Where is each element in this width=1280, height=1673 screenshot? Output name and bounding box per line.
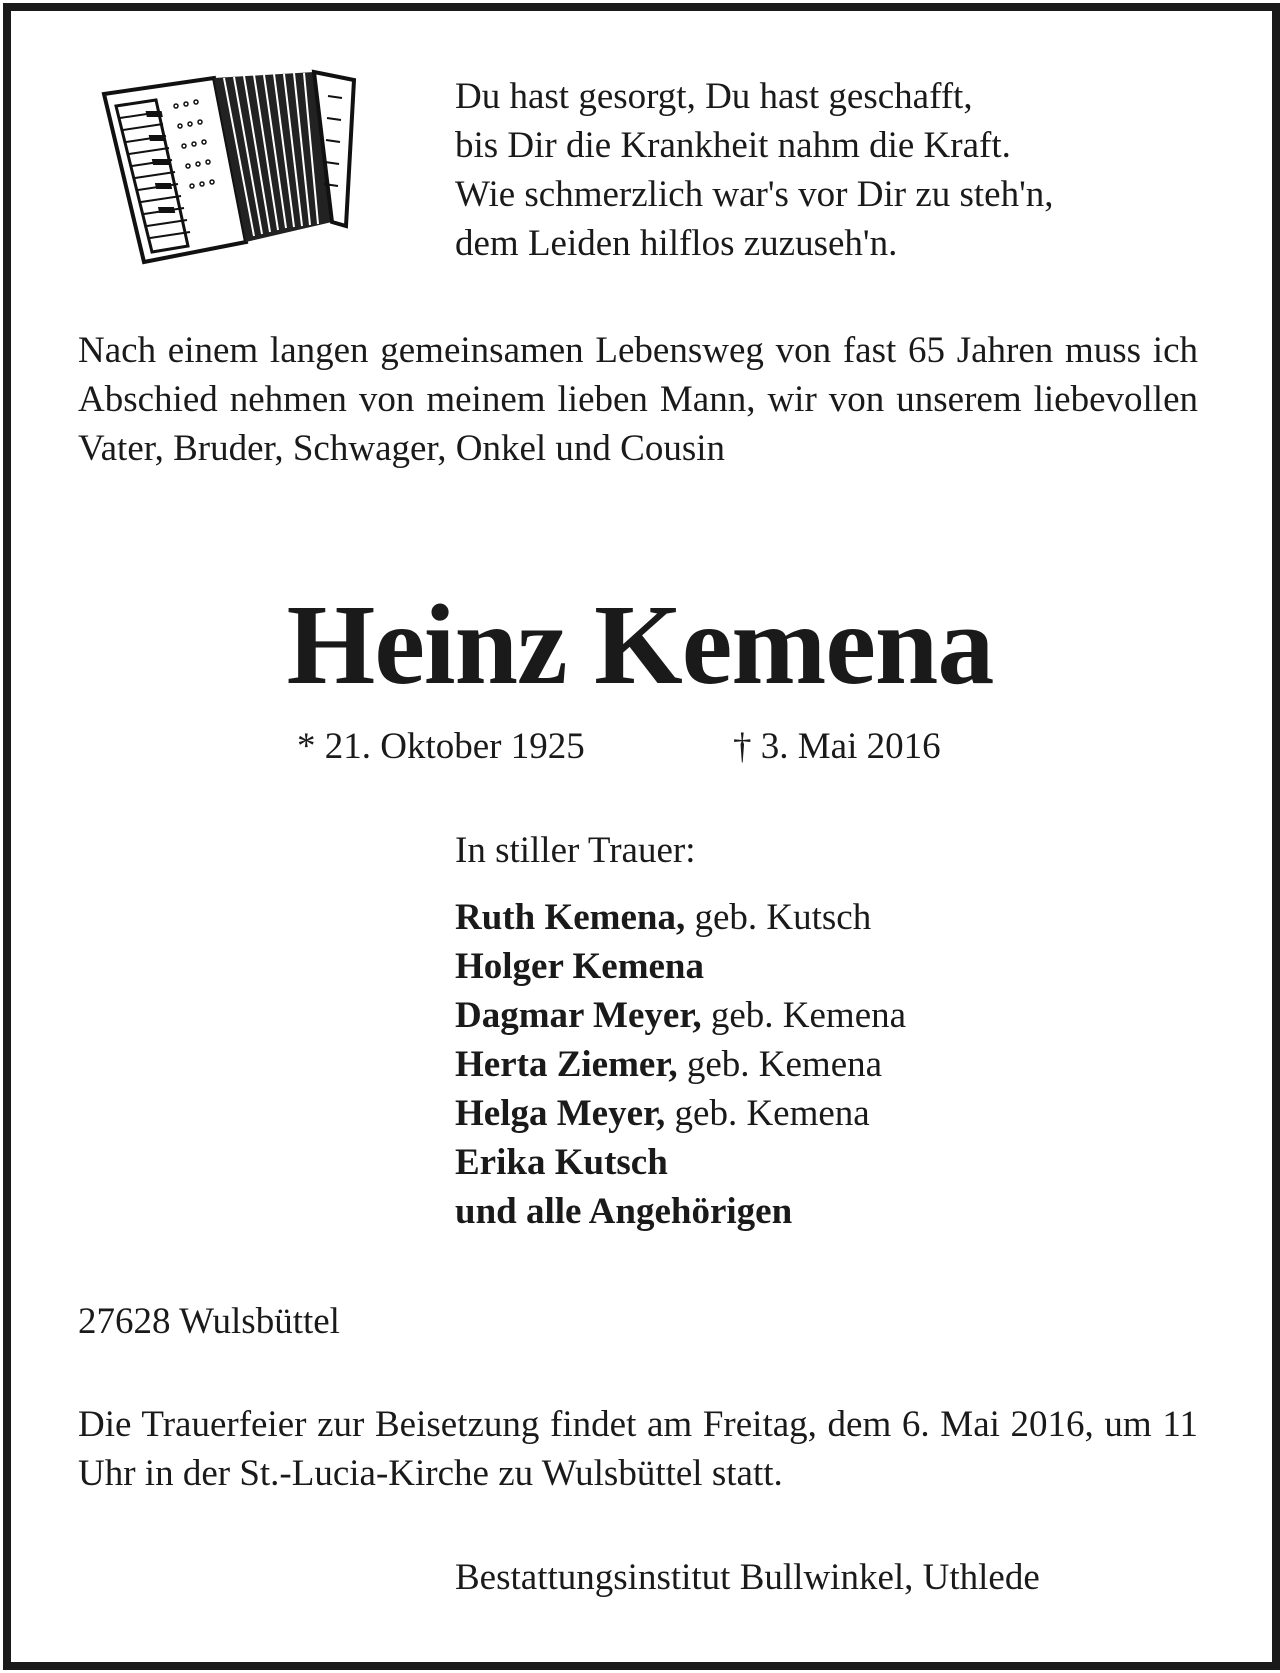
mourner-name: Holger Kemena	[455, 946, 705, 987]
funeral-home: Bestattungsinstitut Bullwinkel, Uthlede	[455, 1557, 1040, 1598]
mourner-note: geb. Kutsch	[685, 897, 872, 938]
mourner-name: Helga Meyer,	[455, 1093, 666, 1134]
mourner-row	[455, 1040, 906, 1089]
service-paragraph: Die Trauerfeier zur Beisetzung findet am Freitag, dem 6. Mai 2016, um 11 Uhr in der St.-Lucia-Kirche zu Wulsbüttel statt.	[78, 1404, 1198, 1494]
mourner-note: geb. Kemena	[701, 995, 907, 1036]
accordion-icon	[96, 66, 366, 266]
mourner-name: Dagmar Meyer,	[455, 995, 702, 1036]
mourner-row	[455, 1138, 906, 1187]
poem-line: bis Dir die Krankheit nahm die Kraft.	[455, 125, 1011, 166]
place: 27628 Wulsbüttel	[78, 1301, 340, 1342]
mourner-note: geb. Kemena	[665, 1093, 870, 1134]
mourner-name: Herta Ziemer,	[455, 1044, 678, 1085]
mourner-note: geb. Kemena	[677, 1044, 883, 1085]
intro-paragraph: Nach einem langen gemeinsamen Lebensweg von fast 65 Jahren muss ich Abschied nehmen von meinem lieben Mann, wir von unserem liebevollen Vater, Bruder, Schwager, Onkel und Cousin	[78, 330, 1198, 469]
poem-line: dem Leiden hilflos zuzuseh'n.	[455, 223, 898, 264]
mourner-row	[455, 893, 906, 942]
mourner-name: Ruth Kemena,	[455, 897, 686, 938]
mourner-row	[455, 1187, 906, 1236]
mourner-row	[455, 942, 906, 991]
poem-line: Du hast gesorgt, Du hast geschafft,	[455, 76, 973, 117]
mourners-heading: In stiller Trauer:	[455, 830, 696, 871]
deceased-name: Heinz Kemena	[286, 581, 994, 708]
poem	[455, 72, 1054, 268]
mourner-row	[455, 991, 906, 1040]
mourners-list	[455, 893, 906, 1236]
poem-line: Wie schmerzlich war's vor Dir zu steh'n,	[455, 174, 1054, 215]
birth-date: * 21. Oktober 1925	[297, 726, 585, 767]
mourner-name: und alle Angehörigen	[455, 1191, 793, 1232]
death-date: † 3. Mai 2016	[733, 726, 941, 767]
mourner-row	[455, 1089, 906, 1138]
mourner-name: Erika Kutsch	[455, 1142, 668, 1183]
